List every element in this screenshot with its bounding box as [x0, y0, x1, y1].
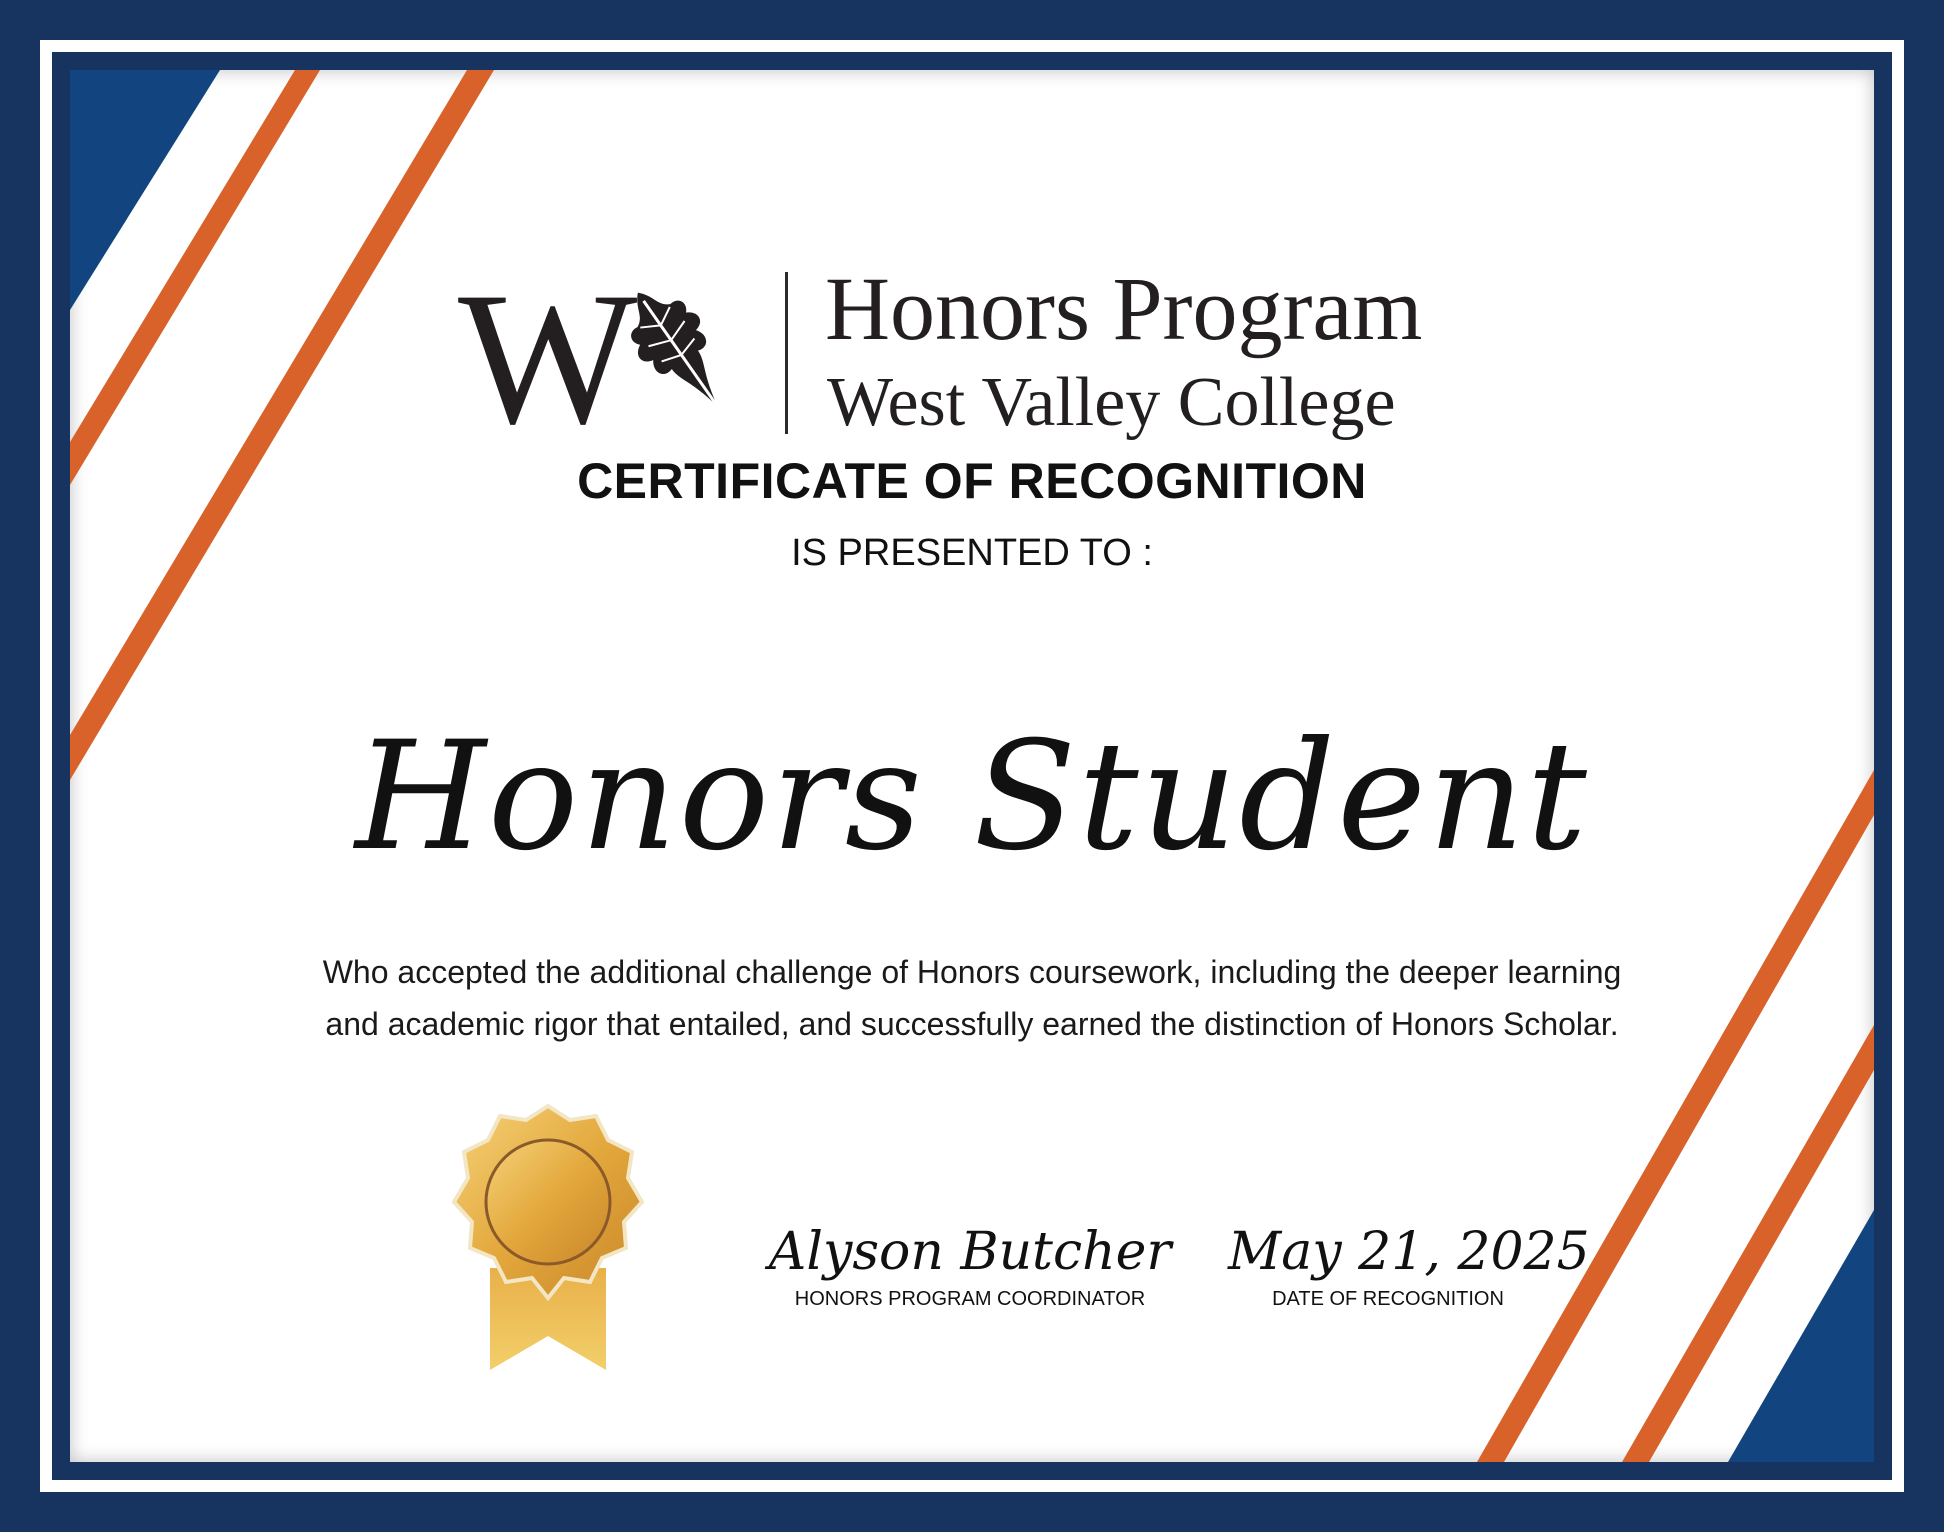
certificate-description: Who accepted the additional challenge of Honors coursework, including the deeper learning and academic rigor that entailed, and successfully earned the distinction of Honors Scholar.	[322, 954, 1622, 1042]
coordinator-signature-block	[760, 1222, 1180, 1311]
coordinator-signature: Alyson Butcher	[768, 1222, 1172, 1282]
certificate-paper	[70, 70, 1874, 1462]
logo-divider	[785, 272, 788, 434]
presented-to-label: IS PRESENTED TO :	[791, 532, 1153, 574]
recipient-name: Honors Student	[355, 710, 1589, 884]
program-title: Honors Program	[825, 260, 1423, 359]
college-w-leaf-logo	[458, 260, 758, 440]
logo-w-letter: W	[458, 260, 638, 440]
seal-inner-ring	[486, 1140, 610, 1264]
date-caption: DATE OF RECOGNITION	[1272, 1288, 1504, 1310]
program-logo	[70, 200, 1874, 441]
recognition-date: May 21, 2025	[1228, 1222, 1590, 1282]
coordinator-caption: HONORS PROGRAM COORDINATOR	[794, 1288, 1146, 1310]
date-signature-block	[1228, 1222, 1590, 1311]
gold-award-seal-icon	[428, 1098, 668, 1378]
certificate-title: CERTIFICATE OF RECOGNITION	[577, 453, 1367, 509]
college-name: West Valley College	[827, 364, 1396, 441]
